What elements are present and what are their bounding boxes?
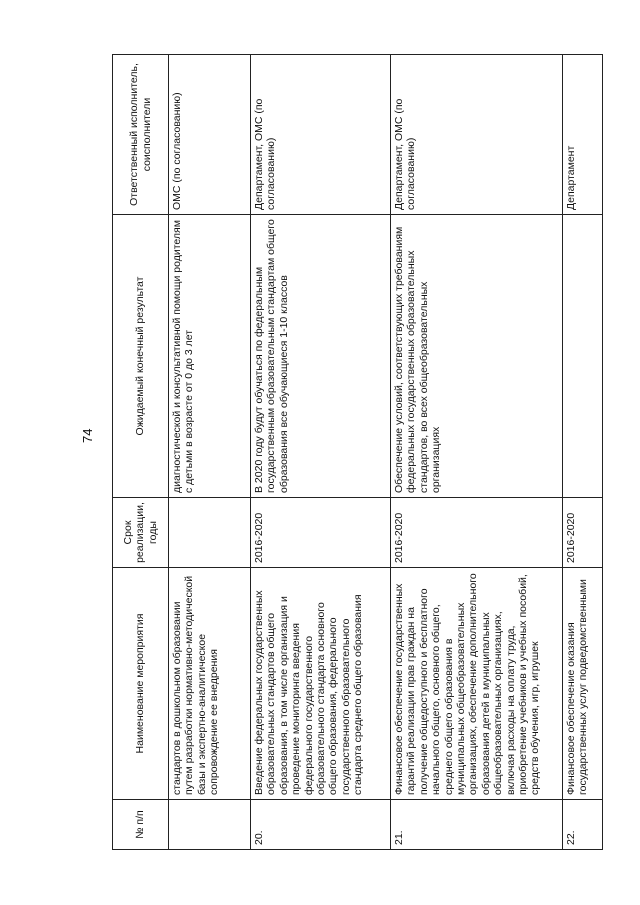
cell-name: Введение федеральных государственных образовательных стандартов общего образования, в том числе организация и проведение мониторинга введения федерального государственного образовательного стандарта основного общего образования, федерального государственного образовательного стандарта среднего общего образования [251, 568, 391, 800]
header-result: Ожидаемый конечный результат [113, 215, 169, 498]
header-term: Срок реализации, годы [113, 498, 169, 568]
cell-num: 22. [563, 800, 603, 850]
cell-result: В 2020 году будут обучаться по федеральным государственным образовательным стандартам общего образования все обучающиеся 1-10 классов [251, 215, 391, 498]
cell-term: 2016-2020 [251, 498, 391, 568]
cell-num: 20. [251, 800, 391, 850]
cell-executor: Департамент, ОМС (по согласованию) [391, 55, 563, 215]
page-number: 74 [80, 428, 95, 443]
cell-name: стандартов в дошкольном образовании путем разработки нормативно-методической базы и экспертно-аналитическое сопровождение ее внедрения [169, 568, 251, 800]
table-row [391, 55, 563, 850]
cell-result: диагностической и консультативной помощи родителям с детьми в возрасте от 0 до 3 лет [169, 215, 251, 498]
cell-term: 2016-2020 [391, 498, 563, 568]
cell-num: 21. [391, 800, 563, 850]
cell-name: Финансовое обеспечение оказания государственных услуг подведомственными [563, 568, 603, 800]
cell-num [169, 800, 251, 850]
cell-result: Обеспечение условий, соответствующих требованиям федеральных государственных образовательных стандартов, во всех общеобразовательных организациях [391, 215, 563, 498]
cell-name: Финансовое обеспечение государственных гарантий реализации прав граждан на получение общедоступного и бесплатного начального общего, основного общего, среднего общего образования в муниципальных общеобразовательных организациях, обеспечение дополнительного образования детей в муниципальных общеобразовательных организациях, включая расходы на оплату труда, приобретение учебников и учебных пособий, средств обучения, игр, игрушек [391, 568, 563, 800]
measures-table [112, 54, 603, 850]
header-executor: Ответственный исполнитель, соисполнители [113, 55, 169, 215]
cell-term [169, 498, 251, 568]
table-row [169, 55, 251, 850]
table-row [563, 55, 603, 850]
table-row [251, 55, 391, 850]
cell-term: 2016-2020 [563, 498, 603, 568]
table-header-row [113, 55, 169, 850]
cell-executor: ОМС (по согласованию) [169, 55, 251, 215]
cell-executor: Департамент [563, 55, 603, 215]
header-name: Наименование мероприятия [113, 568, 169, 800]
cell-result [563, 215, 603, 498]
header-num: № п/п [113, 800, 169, 850]
rotated-document-sheet [112, 55, 602, 850]
cell-executor: Департамент, ОМС (по согласованию) [251, 55, 391, 215]
